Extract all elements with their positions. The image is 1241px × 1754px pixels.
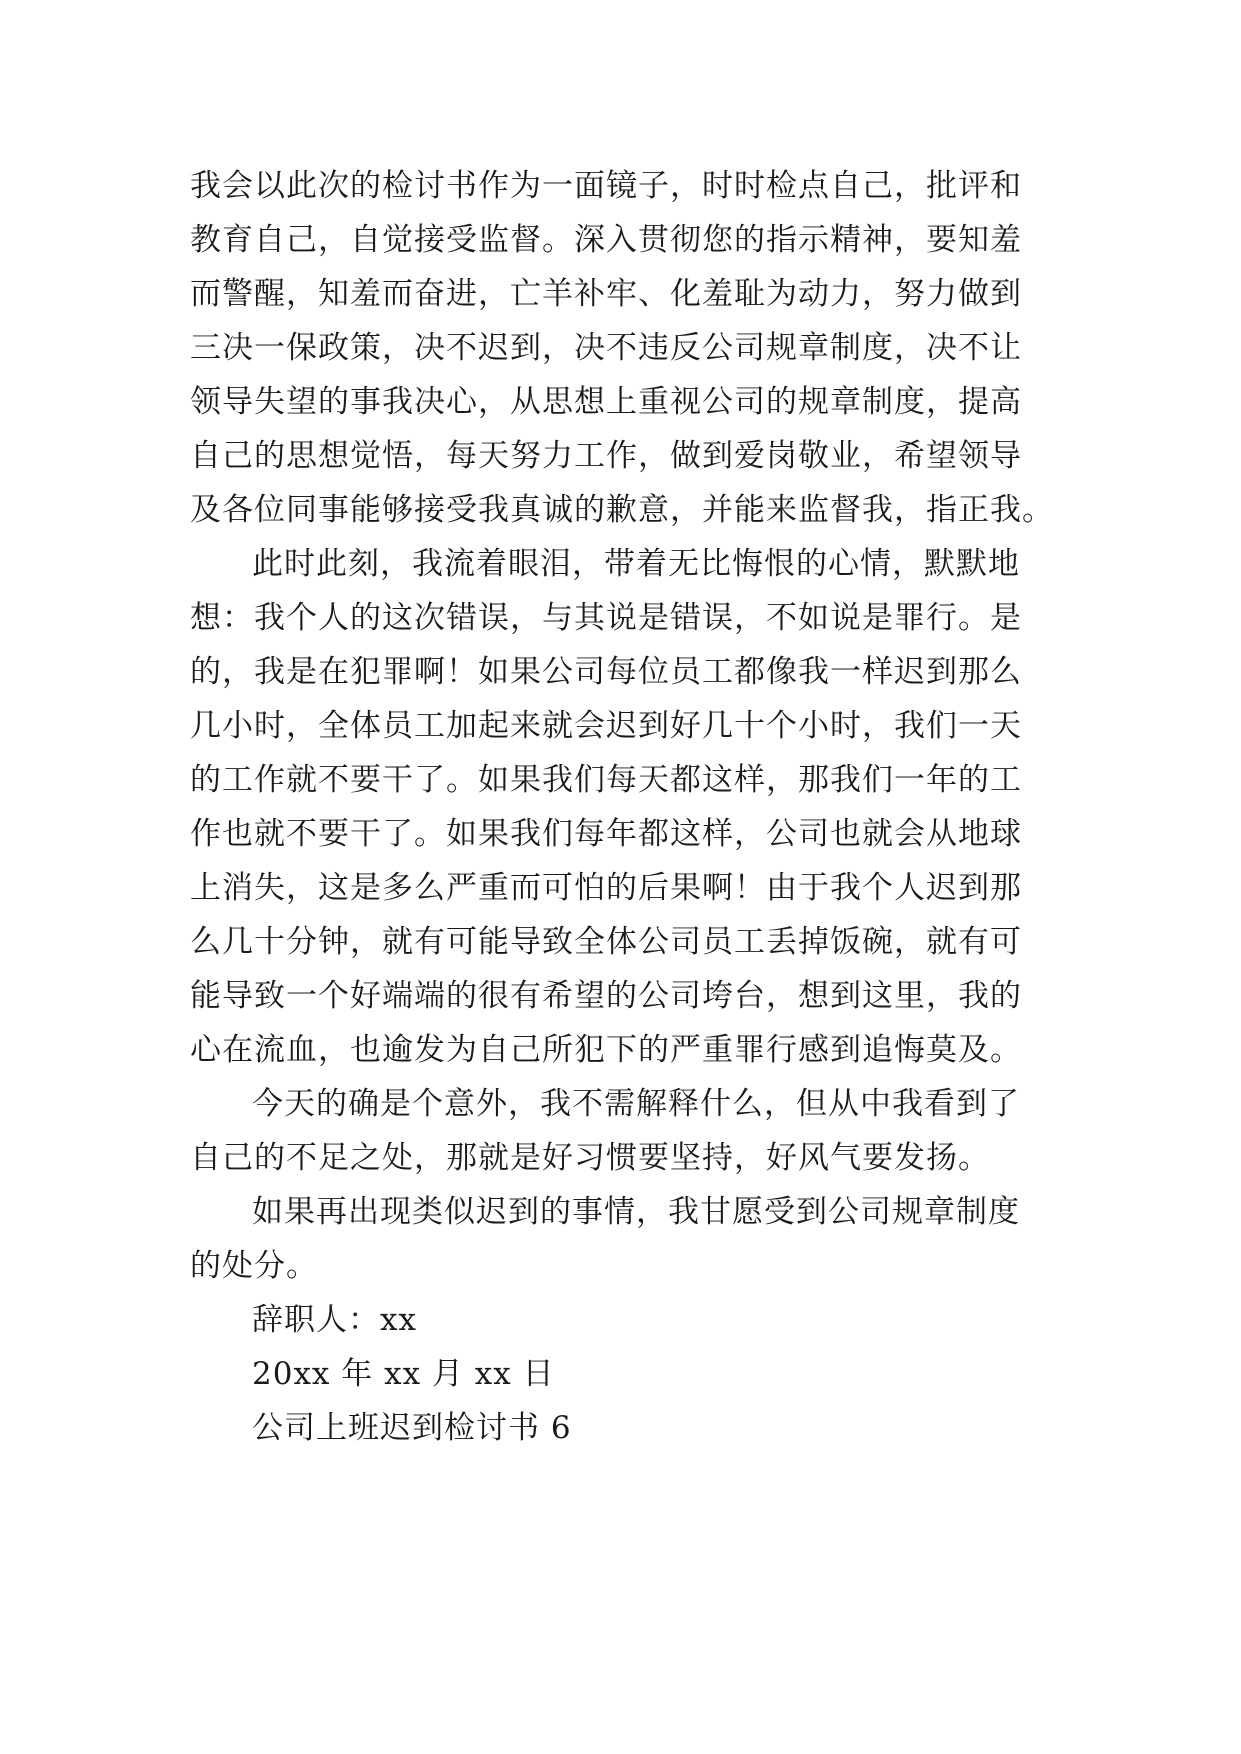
text-line: 及各位同事能够接受我真诚的歉意，并能来监督我，指正我。 — [190, 492, 1054, 528]
text-line: 上消失，这是多么严重而可怕的后果啊！由于我个人迟到那 — [190, 870, 1022, 906]
text-line: 而警醒，知羞而奋进，亡羊补牢、化羞耻为动力，努力做到 — [190, 276, 1022, 312]
text-line: 自己的思想觉悟，每天努力工作，做到爱岗敬业，希望领导 — [190, 438, 1022, 474]
text-line: 如果再出现类似迟到的事情，我甘愿受到公司规章制度 — [252, 1194, 1020, 1230]
text-line: 想：我个人的这次错误，与其说是错误，不如说是罪行。是 — [190, 600, 1022, 636]
document-body — [190, 159, 1060, 1455]
text-line: 的，我是在犯罪啊！如果公司每位员工都像我一样迟到那么 — [190, 654, 1022, 690]
text-line: 的处分。 — [190, 1248, 318, 1284]
text-line: 几小时，全体员工加起来就会迟到好几十个小时，我们一天 — [190, 708, 1022, 744]
text-line: 么几十分钟，就有可能导致全体公司员工丢掉饭碗，就有可 — [190, 924, 1022, 960]
text-line: 能导致一个好端端的很有希望的公司垮台，想到这里，我的 — [190, 978, 1022, 1014]
paragraph — [190, 1185, 1060, 1293]
paragraph — [190, 1077, 1060, 1185]
text-line: 领导失望的事我决心，从思想上重视公司的规章制度，提高 — [190, 384, 1022, 420]
paragraph — [190, 537, 1060, 1077]
text-line: 心在流血，也逾发为自己所犯下的严重罪行感到追悔莫及。 — [190, 1032, 1022, 1068]
text-line: 自己的不足之处，那就是好习惯要坚持，好风气要发扬。 — [190, 1140, 990, 1176]
text-line: 作也就不要干了。如果我们每年都这样，公司也就会从地球 — [190, 816, 1022, 852]
text-line: 的工作就不要干了。如果我们每天都这样，那我们一年的工 — [190, 762, 1022, 798]
text-line: 今天的确是个意外，我不需解释什么，但从中我看到了 — [252, 1086, 1020, 1122]
text-line: 此时此刻，我流着眼泪，带着无比悔恨的心情，默默地 — [252, 546, 1020, 582]
text-line: 我会以此次的检讨书作为一面镜子，时时检点自己，批评和 — [190, 168, 1022, 204]
section-title: 公司上班迟到检讨书 6 — [252, 1410, 572, 1446]
text-line: 教育自己，自觉接受监督。深入贯彻您的指示精神，要知羞 — [190, 222, 1022, 258]
signature-line: 辞职人：xx — [252, 1302, 417, 1338]
paragraph — [190, 159, 1060, 537]
date-line: 20xx 年 xx 月 xx 日 — [252, 1356, 555, 1392]
text-line: 三决一保政策，决不迟到，决不违反公司规章制度，决不让 — [190, 330, 1022, 366]
